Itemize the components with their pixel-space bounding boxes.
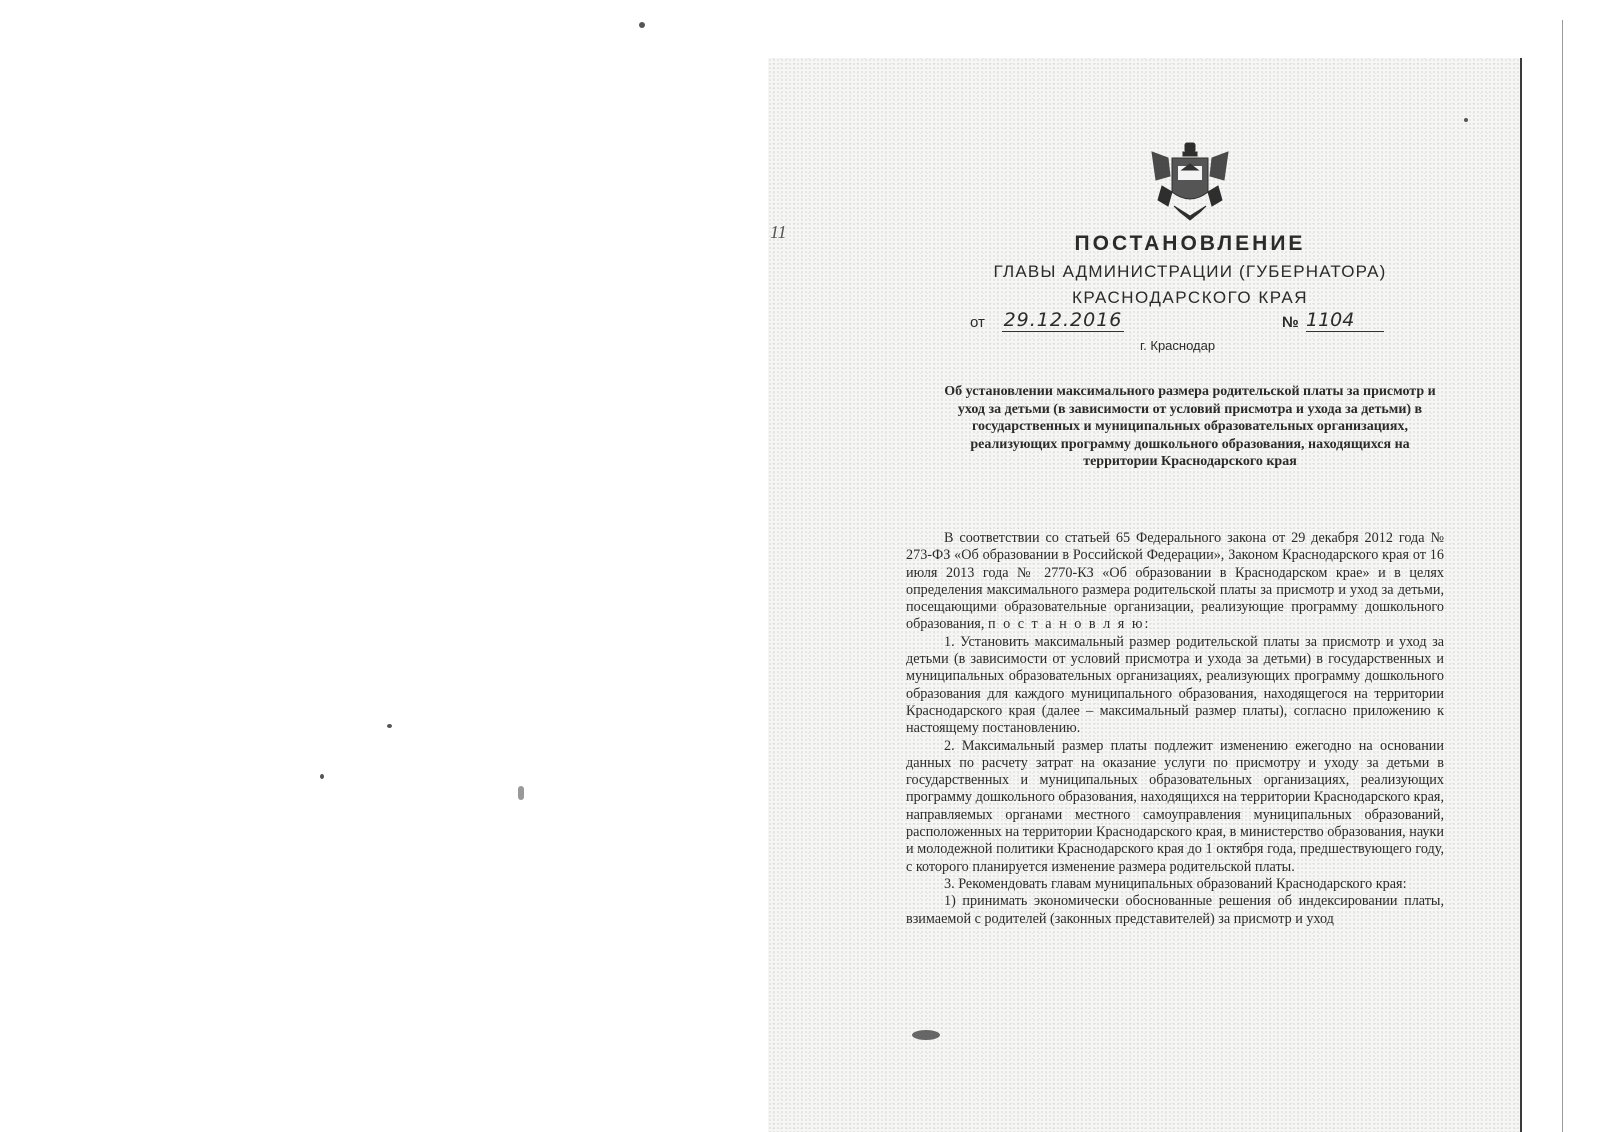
date-prefix: от xyxy=(970,314,985,331)
document-body xyxy=(906,530,1444,928)
item-paragraph: 1) принимать экономически обоснованные решения об индексировании платы, взимаемой с родителей (законных представителей) за присмотр и уход xyxy=(906,893,1444,927)
document-date: 29.12.2016 xyxy=(1003,309,1123,331)
document-region: КРАСНОДАРСКОГО КРАЯ xyxy=(1071,288,1309,307)
intro-paragraph xyxy=(906,530,1444,634)
scan-speck xyxy=(320,774,324,779)
item-paragraph: 1. Установить максимальный размер родительской платы за присмотр и уход за детьми (в зависимости от условий присмотра и ухода за детьми) в государственных и муниципальных образовательных организациях, реализующих программу дошкольного образования для каждого муниципального образования, находящегося на территории Краснодарского края (далее – максимальный размер платы), согласно приложению к настоящему постановлению. xyxy=(906,633,1444,737)
document-subject: Об установлении максимального размера родительской платы за присмотр и уход за детьми (в зависимости от условий присмотра и ухода за детьми) в государственных и муниципальных образовательных организациях, реализующих программу дошкольного образования, находящихся на территории Краснодарского края xyxy=(944,384,1436,470)
document-city: г. Краснодар xyxy=(1140,338,1216,353)
intro-text: В соответствии со статьей 65 Федерального закона от 29 декабря 2012 года № 273-ФЗ «Об образовании в Российской Федерации», Законом Краснодарского края от 16 июля 2013 года № 2770-КЗ «Об образовании в Краснодарском крае» и в целях определения максимального размера родительской платы за присмотр и уход за детьми, посещающими образовательные организации, реализующие программу дошкольного образования, xyxy=(906,530,1444,633)
scan-border-line xyxy=(1562,20,1563,1132)
decree-word: п о с т а н о в л я ю: xyxy=(987,616,1151,633)
number-prefix: № xyxy=(1282,314,1299,331)
document-title: ПОСТАНОВЛЕНИЕ xyxy=(1074,232,1306,255)
document-authority: ГЛАВЫ АДМИНИСТРАЦИИ (ГУБЕРНАТОРА) xyxy=(993,262,1387,281)
scan-speck xyxy=(639,22,645,28)
scan-speck xyxy=(518,786,524,800)
date-number-line xyxy=(970,309,1390,336)
item-paragraph: 2. Максимальный размер платы подлежит изменению ежегодно на основании данных по расчету затрат на оказание услуги по присмотру и уходу за детьми в государственных и муниципальных образовательных организациях, реализующих программу дошкольного образования, находящихся на территории Краснодарского края, направляемых органами местного самоуправления муниципальных образований, расположенных на территории Краснодарского края, в министерство образования, науки и молодежной политики Краснодарского края до 1 октября года, предшествующего году, с которого планируется изменение размера родительской платы. xyxy=(906,737,1444,875)
item-paragraph: 3. Рекомендовать главам муниципальных образований Краснодарского края: xyxy=(944,875,1407,892)
document-number: 1104 xyxy=(1306,309,1384,332)
scan-speck xyxy=(387,724,392,728)
document-header xyxy=(960,232,1420,308)
scan-speck xyxy=(1464,118,1468,122)
ink-blot xyxy=(912,1030,940,1040)
page-edge xyxy=(1520,58,1522,1132)
margin-note: 11 xyxy=(770,222,787,242)
krasnodar-coat-of-arms-icon xyxy=(1148,140,1232,222)
